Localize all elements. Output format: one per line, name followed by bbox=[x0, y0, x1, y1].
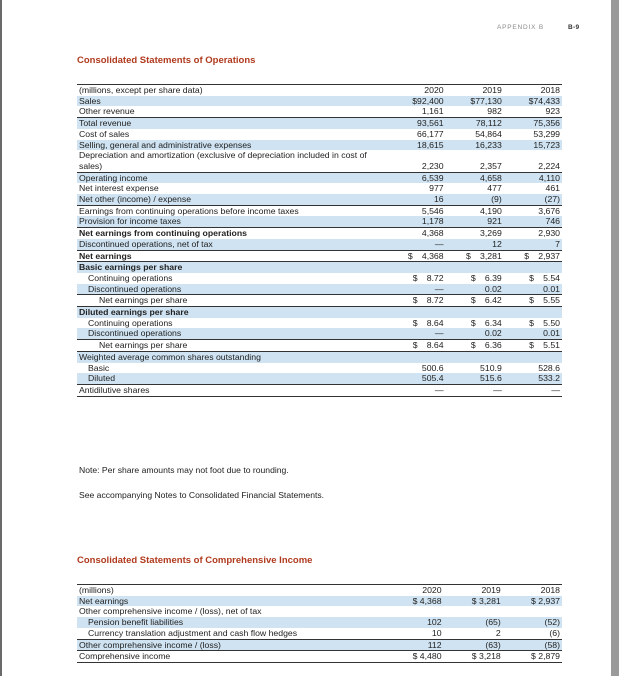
cell-value: 2,357 bbox=[446, 150, 504, 172]
cell-value: 0.02 bbox=[446, 284, 504, 295]
table-row bbox=[77, 363, 562, 374]
cell-value: $ 2,937 bbox=[503, 596, 562, 607]
cell-value: 6,539 bbox=[387, 172, 445, 183]
rounding-note: Note: Per share amounts may not foot due to rounding. bbox=[79, 465, 289, 475]
table-row bbox=[77, 606, 562, 617]
table-row bbox=[77, 106, 562, 117]
cell-value: $ 4,480 bbox=[384, 651, 443, 663]
table-header-row bbox=[77, 85, 562, 96]
currency-symbol: $ bbox=[470, 272, 476, 283]
cell-value: 528.6 bbox=[538, 362, 560, 373]
cell-value bbox=[387, 250, 445, 262]
cell-value: 3,269 bbox=[480, 228, 502, 239]
cell-value: (63) bbox=[444, 639, 503, 651]
cell-number: 8.72 bbox=[426, 272, 444, 283]
table-row bbox=[77, 340, 562, 352]
row-label: Continuing operations bbox=[88, 317, 173, 328]
row-label: Currency translation adjustment and cash flow hedges bbox=[77, 628, 384, 639]
cell-value: (9) bbox=[446, 194, 504, 205]
currency-symbol: $ bbox=[412, 295, 418, 306]
cell-value: $77,130 bbox=[446, 96, 504, 107]
cell-value: 54,864 bbox=[475, 128, 502, 139]
cell-value: — bbox=[504, 384, 562, 396]
cell-value: 2,224 bbox=[504, 150, 562, 172]
currency-symbol: $ bbox=[529, 272, 534, 283]
cell-value: 5,546 bbox=[421, 205, 444, 216]
cell-value: 746 bbox=[504, 216, 562, 227]
year-header: 2018 bbox=[504, 85, 562, 96]
row-label: Net earnings bbox=[77, 596, 384, 607]
cell-number: 5.50 bbox=[543, 317, 560, 328]
cell-value: 982 bbox=[446, 106, 504, 117]
cell-value bbox=[387, 273, 445, 284]
currency-symbol: $ bbox=[407, 250, 413, 261]
cell-value: 477 bbox=[487, 183, 502, 194]
cell-value: $74,433 bbox=[504, 96, 562, 107]
table-row bbox=[77, 273, 562, 284]
currency-symbol: $ bbox=[470, 295, 476, 306]
cell-value: 0.02 bbox=[446, 328, 504, 339]
cell-value: 921 bbox=[446, 216, 504, 227]
table-row bbox=[77, 307, 562, 318]
cell-value: 2,230 bbox=[387, 150, 445, 172]
cell-value bbox=[387, 318, 445, 329]
document-page bbox=[2, 0, 611, 676]
row-label: Weighted average common shares outstanding bbox=[77, 351, 387, 362]
cell-value: 4,190 bbox=[480, 205, 502, 216]
cell-value: 12 bbox=[446, 239, 504, 250]
table-row bbox=[77, 617, 562, 628]
currency-symbol: $ bbox=[529, 317, 534, 328]
cell-number: 6.36 bbox=[484, 340, 502, 351]
year-header: 2018 bbox=[503, 585, 562, 596]
row-label: Diluted earnings per share bbox=[77, 307, 387, 318]
operations-title: Consolidated Statements of Operations bbox=[77, 55, 256, 66]
cell-value: 923 bbox=[504, 106, 562, 117]
cell-value bbox=[504, 295, 562, 307]
table-row bbox=[77, 129, 562, 140]
cell-value: 2,930 bbox=[538, 228, 560, 239]
column-label: (millions) bbox=[77, 585, 384, 596]
row-label: Earnings from continuing operations before income taxes bbox=[79, 205, 299, 216]
table-row bbox=[77, 205, 562, 216]
cell-value bbox=[387, 295, 445, 307]
table-row bbox=[77, 172, 562, 183]
row-label: Discontinued operations, net of tax bbox=[77, 239, 387, 250]
table-row bbox=[77, 373, 562, 384]
cell-value: 500.6 bbox=[421, 362, 444, 373]
row-label: Continuing operations bbox=[88, 272, 173, 283]
table-row bbox=[77, 596, 562, 607]
table-row bbox=[77, 318, 562, 329]
cell-value: $92,400 bbox=[387, 96, 445, 107]
row-label: Other comprehensive income / (loss) bbox=[77, 639, 384, 651]
table-row bbox=[77, 216, 562, 227]
table-row bbox=[77, 239, 562, 250]
cell-value bbox=[446, 295, 504, 307]
cell-value: 112 bbox=[384, 639, 443, 651]
table-row bbox=[77, 295, 562, 307]
cell-value: (58) bbox=[503, 639, 562, 651]
cell-value: (6) bbox=[503, 628, 562, 639]
row-label: Provision for income taxes bbox=[77, 216, 387, 227]
table-row bbox=[77, 351, 562, 362]
cell-value: — bbox=[387, 284, 445, 295]
appendix-label: APPENDIX B bbox=[497, 24, 545, 31]
cell-value: 93,561 bbox=[387, 118, 445, 129]
table-row bbox=[77, 384, 562, 396]
cell-number: 8.72 bbox=[426, 295, 444, 306]
table-row bbox=[77, 651, 562, 663]
cell-value: 16,233 bbox=[446, 140, 504, 151]
currency-symbol: $ bbox=[412, 317, 418, 328]
cell-value: 10 bbox=[384, 628, 443, 639]
row-label: Discontinued operations bbox=[77, 328, 387, 339]
cell-value: $ 3,281 bbox=[444, 596, 503, 607]
table-row bbox=[77, 118, 562, 129]
row-label: Basic bbox=[88, 362, 110, 373]
cell-number: 5.54 bbox=[543, 272, 560, 283]
table-row bbox=[77, 639, 562, 651]
row-label: Pension benefit liabilities bbox=[77, 617, 384, 628]
cell-value: 53,299 bbox=[533, 128, 560, 139]
table-row bbox=[77, 284, 562, 295]
cell-number: 4,368 bbox=[421, 250, 444, 261]
cell-number: 8.64 bbox=[426, 340, 444, 351]
cell-number: 6.34 bbox=[484, 317, 502, 328]
cell-value: 102 bbox=[384, 617, 443, 628]
currency-symbol: $ bbox=[524, 250, 530, 261]
row-label: Sales bbox=[77, 96, 387, 107]
table-row bbox=[77, 183, 562, 194]
cell-value: — bbox=[387, 384, 445, 396]
column-label: (millions, except per share data) bbox=[77, 85, 387, 96]
cell-value bbox=[446, 318, 504, 329]
see-notes-text: See accompanying Notes to Consolidated Financial Statements. bbox=[79, 490, 325, 500]
row-label: Net earnings per share bbox=[77, 295, 387, 307]
cell-value: 2 bbox=[444, 628, 503, 639]
row-label: Cost of sales bbox=[79, 128, 130, 139]
currency-symbol: $ bbox=[412, 272, 418, 283]
cell-value: $ 4,368 bbox=[384, 596, 443, 607]
cell-value bbox=[446, 340, 504, 352]
cell-value: 1,161 bbox=[387, 106, 445, 117]
cell-value: 461 bbox=[545, 183, 560, 194]
cell-value: 977 bbox=[429, 183, 444, 194]
cell-value: $ 3,218 bbox=[444, 651, 503, 663]
row-label: Net other (income) / expense bbox=[77, 194, 387, 205]
currency-symbol: $ bbox=[466, 250, 471, 261]
currency-symbol: $ bbox=[412, 340, 418, 351]
table-row bbox=[77, 96, 562, 107]
cell-value: 78,112 bbox=[446, 118, 504, 129]
cell-value: 7 bbox=[504, 239, 562, 250]
row-label: Antidilutive shares bbox=[77, 384, 387, 396]
cell-value: 1,178 bbox=[387, 216, 445, 227]
cell-value: 75,356 bbox=[504, 118, 562, 129]
row-label: Comprehensive income bbox=[77, 651, 384, 663]
cell-value: 4,658 bbox=[446, 172, 504, 183]
row-label: Depreciation and amortization (exclusive of depreciation included in cost of sales) bbox=[77, 150, 387, 172]
cell-value bbox=[504, 250, 562, 262]
cell-value: 18,615 bbox=[387, 140, 445, 151]
cell-value bbox=[504, 318, 562, 329]
cell-number: 2,937 bbox=[538, 250, 560, 261]
row-label: Diluted bbox=[77, 373, 387, 384]
cell-value: 66,177 bbox=[417, 128, 444, 139]
row-label: Operating income bbox=[77, 172, 387, 183]
row-label: Net earnings per share bbox=[77, 340, 387, 352]
cell-value: — bbox=[387, 239, 445, 250]
cell-number: 6.42 bbox=[484, 295, 502, 306]
cell-value: (52) bbox=[503, 617, 562, 628]
row-label: Discontinued operations bbox=[77, 284, 387, 295]
cell-value: 3,676 bbox=[538, 205, 560, 216]
cell-number: 6.39 bbox=[484, 272, 502, 283]
cell-value: 0.01 bbox=[504, 328, 562, 339]
currency-symbol: $ bbox=[470, 340, 476, 351]
currency-symbol: $ bbox=[470, 317, 476, 328]
operations-table bbox=[77, 84, 562, 397]
table-row bbox=[77, 250, 562, 262]
row-label: Other revenue bbox=[77, 106, 387, 117]
cell-value: 505.4 bbox=[387, 373, 445, 384]
currency-symbol: $ bbox=[529, 295, 534, 306]
page-number: B-9 bbox=[568, 24, 580, 31]
cell-value: — bbox=[446, 384, 504, 396]
table-row bbox=[77, 262, 562, 273]
cell-value bbox=[446, 273, 504, 284]
cell-value: 510.9 bbox=[480, 362, 502, 373]
cell-value bbox=[504, 273, 562, 284]
page-header bbox=[2, 24, 611, 36]
cell-value: 515.6 bbox=[446, 373, 504, 384]
cell-value: 15,723 bbox=[504, 140, 562, 151]
row-label: Net earnings bbox=[77, 250, 387, 262]
table-row bbox=[77, 228, 562, 239]
table-header-row bbox=[77, 585, 562, 596]
row-label: Other comprehensive income / (loss), net of tax bbox=[79, 606, 262, 617]
year-header: 2019 bbox=[444, 585, 503, 596]
row-label: Basic earnings per share bbox=[77, 262, 387, 273]
cell-value: 0.01 bbox=[504, 284, 562, 295]
cell-value bbox=[504, 340, 562, 352]
cell-number: 5.51 bbox=[543, 340, 560, 351]
table-row bbox=[77, 194, 562, 205]
cell-value: (27) bbox=[504, 194, 562, 205]
cell-number: 5.55 bbox=[543, 295, 560, 306]
cell-value: 4,368 bbox=[421, 228, 444, 239]
table-row bbox=[77, 628, 562, 639]
row-label: Net interest expense bbox=[79, 183, 159, 194]
cell-value: 4,110 bbox=[504, 172, 562, 183]
table-row bbox=[77, 328, 562, 339]
row-label: Net earnings from continuing operations bbox=[79, 228, 247, 239]
row-label: Total revenue bbox=[77, 118, 387, 129]
row-label: Selling, general and administrative expenses bbox=[77, 140, 387, 151]
cell-value bbox=[387, 340, 445, 352]
table-row bbox=[77, 150, 562, 172]
scrollbar-track[interactable] bbox=[611, 0, 619, 676]
cell-value: (65) bbox=[444, 617, 503, 628]
table-row bbox=[77, 140, 562, 151]
cell-number: 3,281 bbox=[480, 250, 502, 261]
currency-symbol: $ bbox=[529, 340, 534, 351]
cell-value: — bbox=[387, 328, 445, 339]
comprehensive-table bbox=[77, 584, 562, 663]
cell-value: 533.2 bbox=[504, 373, 562, 384]
cell-value: $ 2,879 bbox=[503, 651, 562, 663]
cell-value: 16 bbox=[387, 194, 445, 205]
year-header: 2020 bbox=[387, 85, 445, 96]
comprehensive-title: Consolidated Statements of Comprehensive Income bbox=[77, 555, 313, 566]
year-header: 2019 bbox=[446, 85, 504, 96]
cell-value bbox=[446, 250, 504, 262]
year-header: 2020 bbox=[384, 585, 443, 596]
cell-number: 8.64 bbox=[426, 317, 444, 328]
